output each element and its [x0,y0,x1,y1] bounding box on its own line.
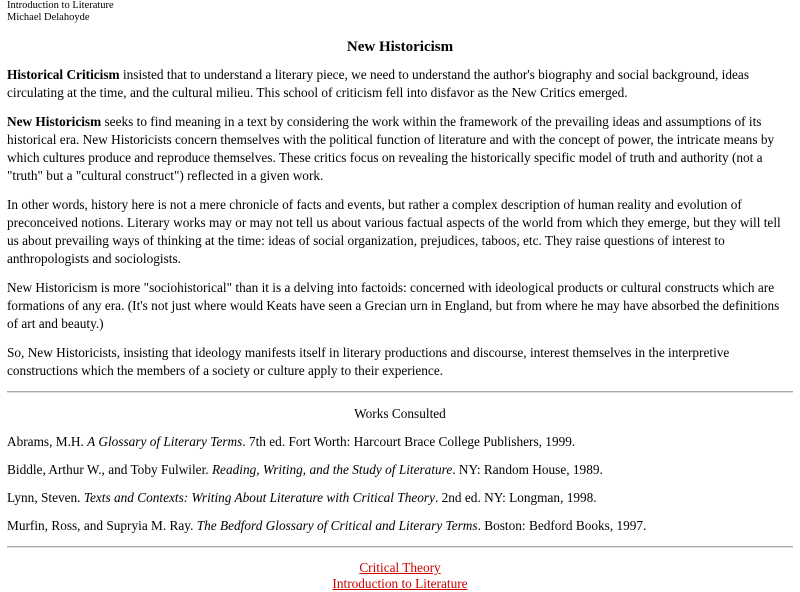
author-name: Michael Delahoyde [7,12,90,23]
reference-author: Abrams, M.H. [7,434,88,449]
paragraph-text: insisted that to understand a literary piece, we need to understand the author's biography and social background, ideas circulating at the time, and the cultural milieu. This school of criticism fell into disfavor as the New Critics emerged. [7,67,749,100]
footer-nav [7,560,793,592]
page-title: New Historicism [346,39,454,55]
term-historical-criticism: Historical Criticism [7,67,120,82]
page-header [7,0,793,24]
paragraph-sociohistorical: New Historicism is more "sociohistorical" than it is a delving into factoids: concerned with ideological products or cultural constructs which are formations of any era. (It's not just where would Keats have seen a Grecian urn in England, but from where he may have absorbed the definitions of art and beauty.) [7,280,780,331]
reference-item [7,489,793,507]
paragraph-new-historicism [7,113,793,185]
paragraph-conclusion: So, New Historicists, insisting that ideology manifests itself in literary productions and discourse, interest themselves in the interpretive constructions which the members of a society or culture apply to their experience. [7,345,730,378]
reference-title: Reading, Writing, and the Study of Literature [211,462,453,477]
reference-publication: . Boston: Bedford Books, 1997. [477,518,647,533]
divider-top [7,391,793,393]
paragraph-text: seeks to find meaning in a text by considering the work within the framework of the prevailing ideas and assumptions of its historical era. New Historicists concern themselves with the political function of literature and with the concept of power, the intricate means by which cultures produce and reproduce themselves. These critics focus on revealing the historically specific model of truth and authority (not a "truth" but a "cultural construct") reflected in a given work. [7,114,775,183]
reference-publication: . 7th ed. Fort Worth: Harcourt Brace College Publishers, 1999. [242,434,576,449]
works-consulted-heading: Works Consulted [354,406,446,421]
reference-item [7,461,793,479]
link-introduction-to-literature[interactable]: Introduction to Literature [332,576,468,591]
link-critical-theory[interactable]: Critical Theory [359,560,441,575]
paragraph-historical-criticism [7,66,793,102]
reference-title: Texts and Contexts: Writing About Literature with Critical Theory [83,490,435,505]
reference-item [7,517,793,535]
reference-title: The Bedford Glossary of Critical and Literary Terms [196,518,478,533]
references-list [7,433,793,535]
divider-bottom [7,546,793,548]
term-new-historicism: New Historicism [7,114,102,129]
reference-title: A Glossary of Literary Terms [87,434,243,449]
reference-item [7,433,793,451]
reference-author: Murfin, Ross, and Supryia M. Ray. [7,518,197,533]
paragraph-in-other-words: In other words, history here is not a mere chronicle of facts and events, but rather a complex description of human reality and evolution of preconceived notions. Literary works may or may not tell us about various factual aspects of the world from which they emerge, but they will tell us about prevailing ways of thinking at the time: ideas of social organization, prejudices, taboos, etc. They raise questions of interest to anthropologists and sociologists. [7,197,781,266]
reference-publication: . NY: Random House, 1989. [452,462,603,477]
reference-author: Lynn, Steven. [7,490,84,505]
reference-author: Biddle, Arthur W., and Toby Fulwiler. [7,462,212,477]
course-name: Introduction to Literature [7,0,114,11]
reference-publication: . 2nd ed. NY: Longman, 1998. [434,490,597,505]
